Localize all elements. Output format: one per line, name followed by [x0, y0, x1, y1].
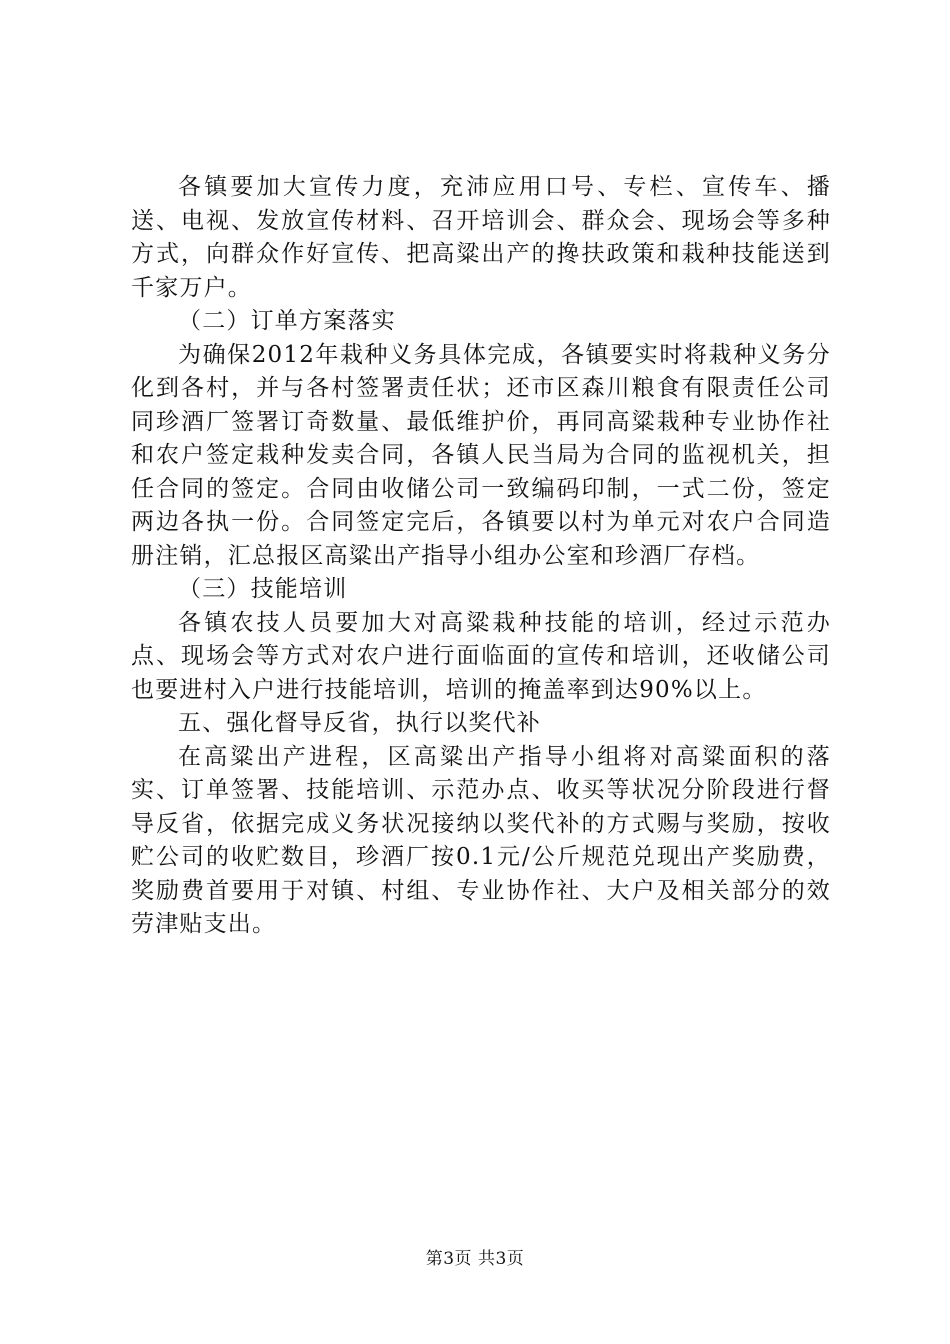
page-footer [0, 1244, 950, 1269]
section-heading-training: （三）技能培训 [178, 576, 348, 602]
paragraph-training: 各镇农技人员要加大对高粱栽种技能的培训，经过示范办点、现场会等方式对农户进行面临面的宣传和培训，还收储公司也要进村入户进行技能培训，培训的掩盖率到达90%以上。 [131, 609, 831, 703]
paragraph-publicity: 各镇要加大宣传力度，充沛应用口号、专栏、宣传车、播送、电视、发放宣传材料、召开培训会、群众会、现场会等多种方式，向群众作好宣传、把高粱出产的搀扶政策和栽种技能送到千家万户。 [131, 174, 831, 301]
document-body [131, 171, 831, 942]
paragraph-supervision: 在高粱出产进程，区高粱出产指导小组将对高粱面积的落实、订单签署、技能培训、示范办点、收买等状况分阶段进行督导反省，依据完成义务状况接纳以奖代补的方式赐与奖励，按收贮公司的收贮数目，珍酒厂按0.1元/公斤规范兑现出产奖励费，奖励费首要用于对镇、村组、专业协作社、大户及相关部分的效劳津贴支出。 [131, 743, 831, 937]
section-heading-supervision: 五、强化督导反省，执行以奖代补 [178, 710, 541, 736]
paragraph-order-plan: 为确保2012年栽种义务具体完成，各镇要实时将栽种义务分化到各村，并与各村签署责任状；还市区森川粮食有限责任公司同珍酒厂签署订奇数量、最低维护价，再同高粱栽种专业协作社和农户签定栽种发卖合同，各镇人民当局为合同的监视机关，担任合同的签定。合同由收储公司一致编码印制，一式二份，签定两边各执一份。合同签定完后，各镇要以村为单元对农户合同造册注销，汇总报区高粱出产指导小组办公室和珍酒厂存档。 [131, 341, 831, 569]
page-number-label: 第3页 共3页 [425, 1249, 525, 1269]
section-heading-order-plan: （二）订单方案落实 [178, 308, 396, 334]
